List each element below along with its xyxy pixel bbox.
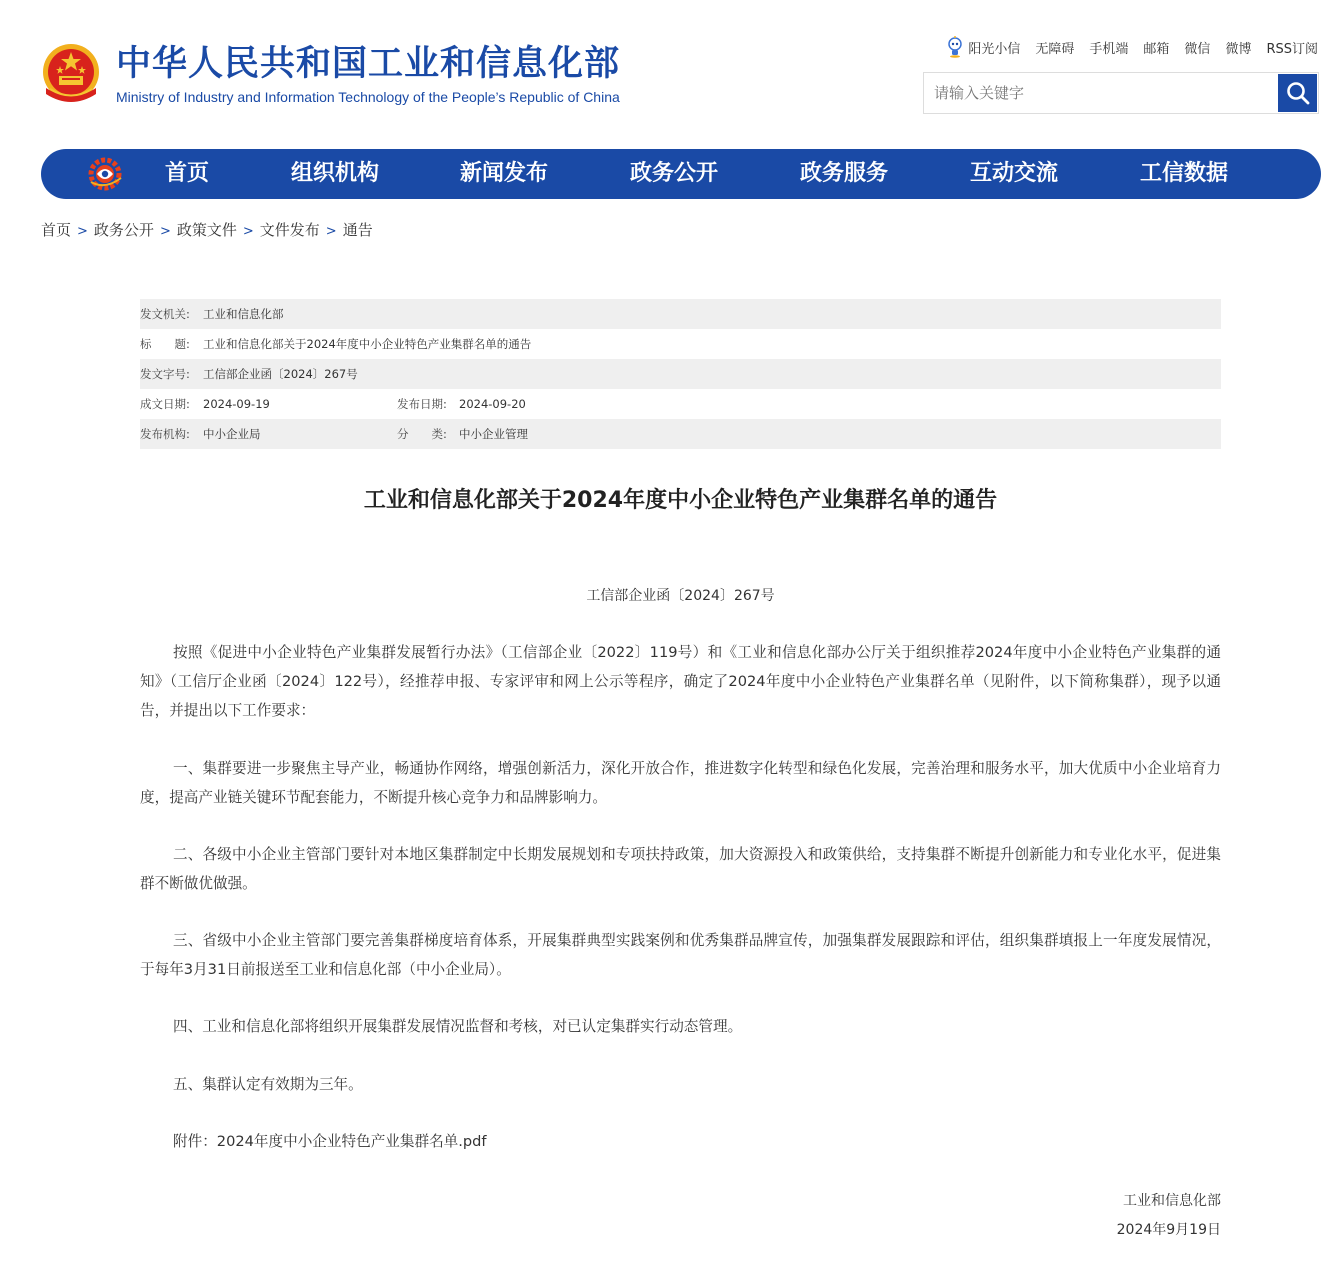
nav-organization[interactable]: 组织机构 [291,161,380,186]
breadcrumb-policy[interactable]: 政策文件 [176,221,237,239]
meta-label: 成文日期: [140,397,190,411]
top-links [946,36,1318,58]
top-link-label: 阳光小信 [968,41,1021,57]
meta-row-dates [140,389,1221,419]
nav-interaction[interactable]: 互动交流 [970,161,1059,186]
breadcrumb-separator: > [242,224,254,239]
meta-label: 发布日期: [397,397,447,411]
article-title: 工业和信息化部关于2024年度中小企业特色产业集群名单的通告 [363,488,998,513]
breadcrumb-separator: > [325,224,337,239]
meta-label: 分 类: [397,427,447,441]
nav-gov-services[interactable]: 政务服务 [800,161,889,186]
meta-row-org [140,419,1221,449]
meta-published-date: 2024-09-20 [459,397,526,411]
search-button[interactable] [1278,74,1317,112]
meta-row-issuer [140,299,1221,329]
meta-label: 发文机关: [140,307,190,321]
meta-created-date: 2024-09-19 [203,397,270,411]
meta-row-docno [140,359,1221,389]
main-nav [41,149,1321,199]
signature-org: 工业和信息化部 [1123,1193,1221,1209]
national-emblem-icon [40,42,102,108]
article-paragraph-5: 五、集群认定有效期为三年。 [173,1076,363,1093]
breadcrumb-home[interactable]: 首页 [41,221,72,239]
top-link-accessibility[interactable]: 无障碍 [1035,41,1075,57]
meta-label: 发布机构: [140,427,190,441]
breadcrumb-separator: > [77,224,88,239]
breadcrumb-documents[interactable]: 文件发布 [259,221,320,239]
meta-category: 中小企业管理 [459,427,528,441]
breadcrumb-separator: > [159,224,171,239]
site-title-cn: 中华人民共和国工业和信息化部 [116,44,621,84]
search-box [923,72,1319,114]
nav-gov-affairs[interactable]: 政务公开 [630,161,719,186]
site-logo[interactable] [40,40,620,110]
top-link-sunshine[interactable] [946,36,1020,58]
article-paragraph-1: 一、集群要进一步聚焦主导产业，畅通协作网络，增强创新活力，深化开放合作，推进数字化转型和绿色化发展，完善治理和服务水平，加大优质中小企业培育力度，提高产业链关键环节配套能力，不断提升核心竞争力和品牌影响力。 [140,760,1221,806]
top-link-mailbox[interactable]: 邮箱 [1143,41,1170,57]
nav-data[interactable]: 工信数据 [1140,161,1229,186]
top-link-wechat[interactable]: 微信 [1184,41,1211,57]
meta-label: 发文字号: [140,367,190,381]
article-attachment [140,1127,1221,1156]
attachment-link[interactable]: 2024年度中小企业特色产业集群名单.pdf [216,1133,487,1150]
search-icon [1286,81,1310,105]
meta-row-title [140,329,1221,359]
meta-org: 中小企业局 [203,427,261,441]
breadcrumb [41,219,373,240]
breadcrumb-gov-affairs[interactable]: 政务公开 [93,221,154,239]
top-link-mobile[interactable]: 手机端 [1089,41,1129,57]
article-paragraph-3: 三、省级中小企业主管部门要完善集群梯度培育体系，开展集群典型实践案例和优秀集群品牌宣传，加强集群发展跟踪和评估，组织集群填报上一年度发展情况，于每年3月31日前报送至工业和信息化部（中小企业局）。 [140,932,1221,978]
attachment-label: 附件： [173,1133,217,1150]
document-meta-table [140,299,1221,449]
article-docno: 工信部企业函〔2024〕267号 [586,588,775,604]
top-link-weibo[interactable]: 微博 [1225,41,1252,57]
meta-docno: 工信部企业函〔2024〕267号 [203,367,358,381]
robot-assistant-icon [946,36,964,58]
top-link-rss[interactable]: RSS订阅 [1266,41,1318,57]
article-paragraph-4: 四、工业和信息化部将组织开展集群发展情况监督和考核，对已认定集群实行动态管理。 [173,1018,743,1035]
meta-title: 工业和信息化部关于2024年度中小企业特色产业集群名单的通告 [203,337,532,351]
article-intro: 按照《促进中小企业特色产业集群发展暂行办法》（工信部企业〔2022〕119号）和《工业和信息化部办公厅关于组织推荐2024年度中小企业特色产业集群的通知》（工信厅企业函〔2024〕122号），经推荐申报、专家评审和网上公示等程序，确定了2024年度中小企业特色产业集群名单（见附件，以下简称集群），现予以通告，并提出以下工作要求： [140,644,1221,719]
nav-home[interactable]: 首页 [165,161,210,186]
breadcrumb-notice[interactable]: 通告 [342,221,373,239]
signature-date: 2024年9月19日 [1116,1222,1221,1238]
site-title-en: Ministry of Industry and Information Technology of the People’s Republic of China [116,89,620,105]
meta-issuer: 工业和信息化部 [203,307,284,321]
ministry-gear-logo-icon [87,156,123,192]
search-input[interactable] [924,73,1277,113]
meta-label: 标 题: [140,337,190,351]
article-paragraph-2: 二、各级中小企业主管部门要针对本地区集群制定中长期发展规划和专项扶持政策，加大资源投入和政策供给，支持集群不断提升创新能力和专业化水平，促进集群不断做优做强。 [140,846,1221,892]
nav-news[interactable]: 新闻发布 [460,161,549,186]
